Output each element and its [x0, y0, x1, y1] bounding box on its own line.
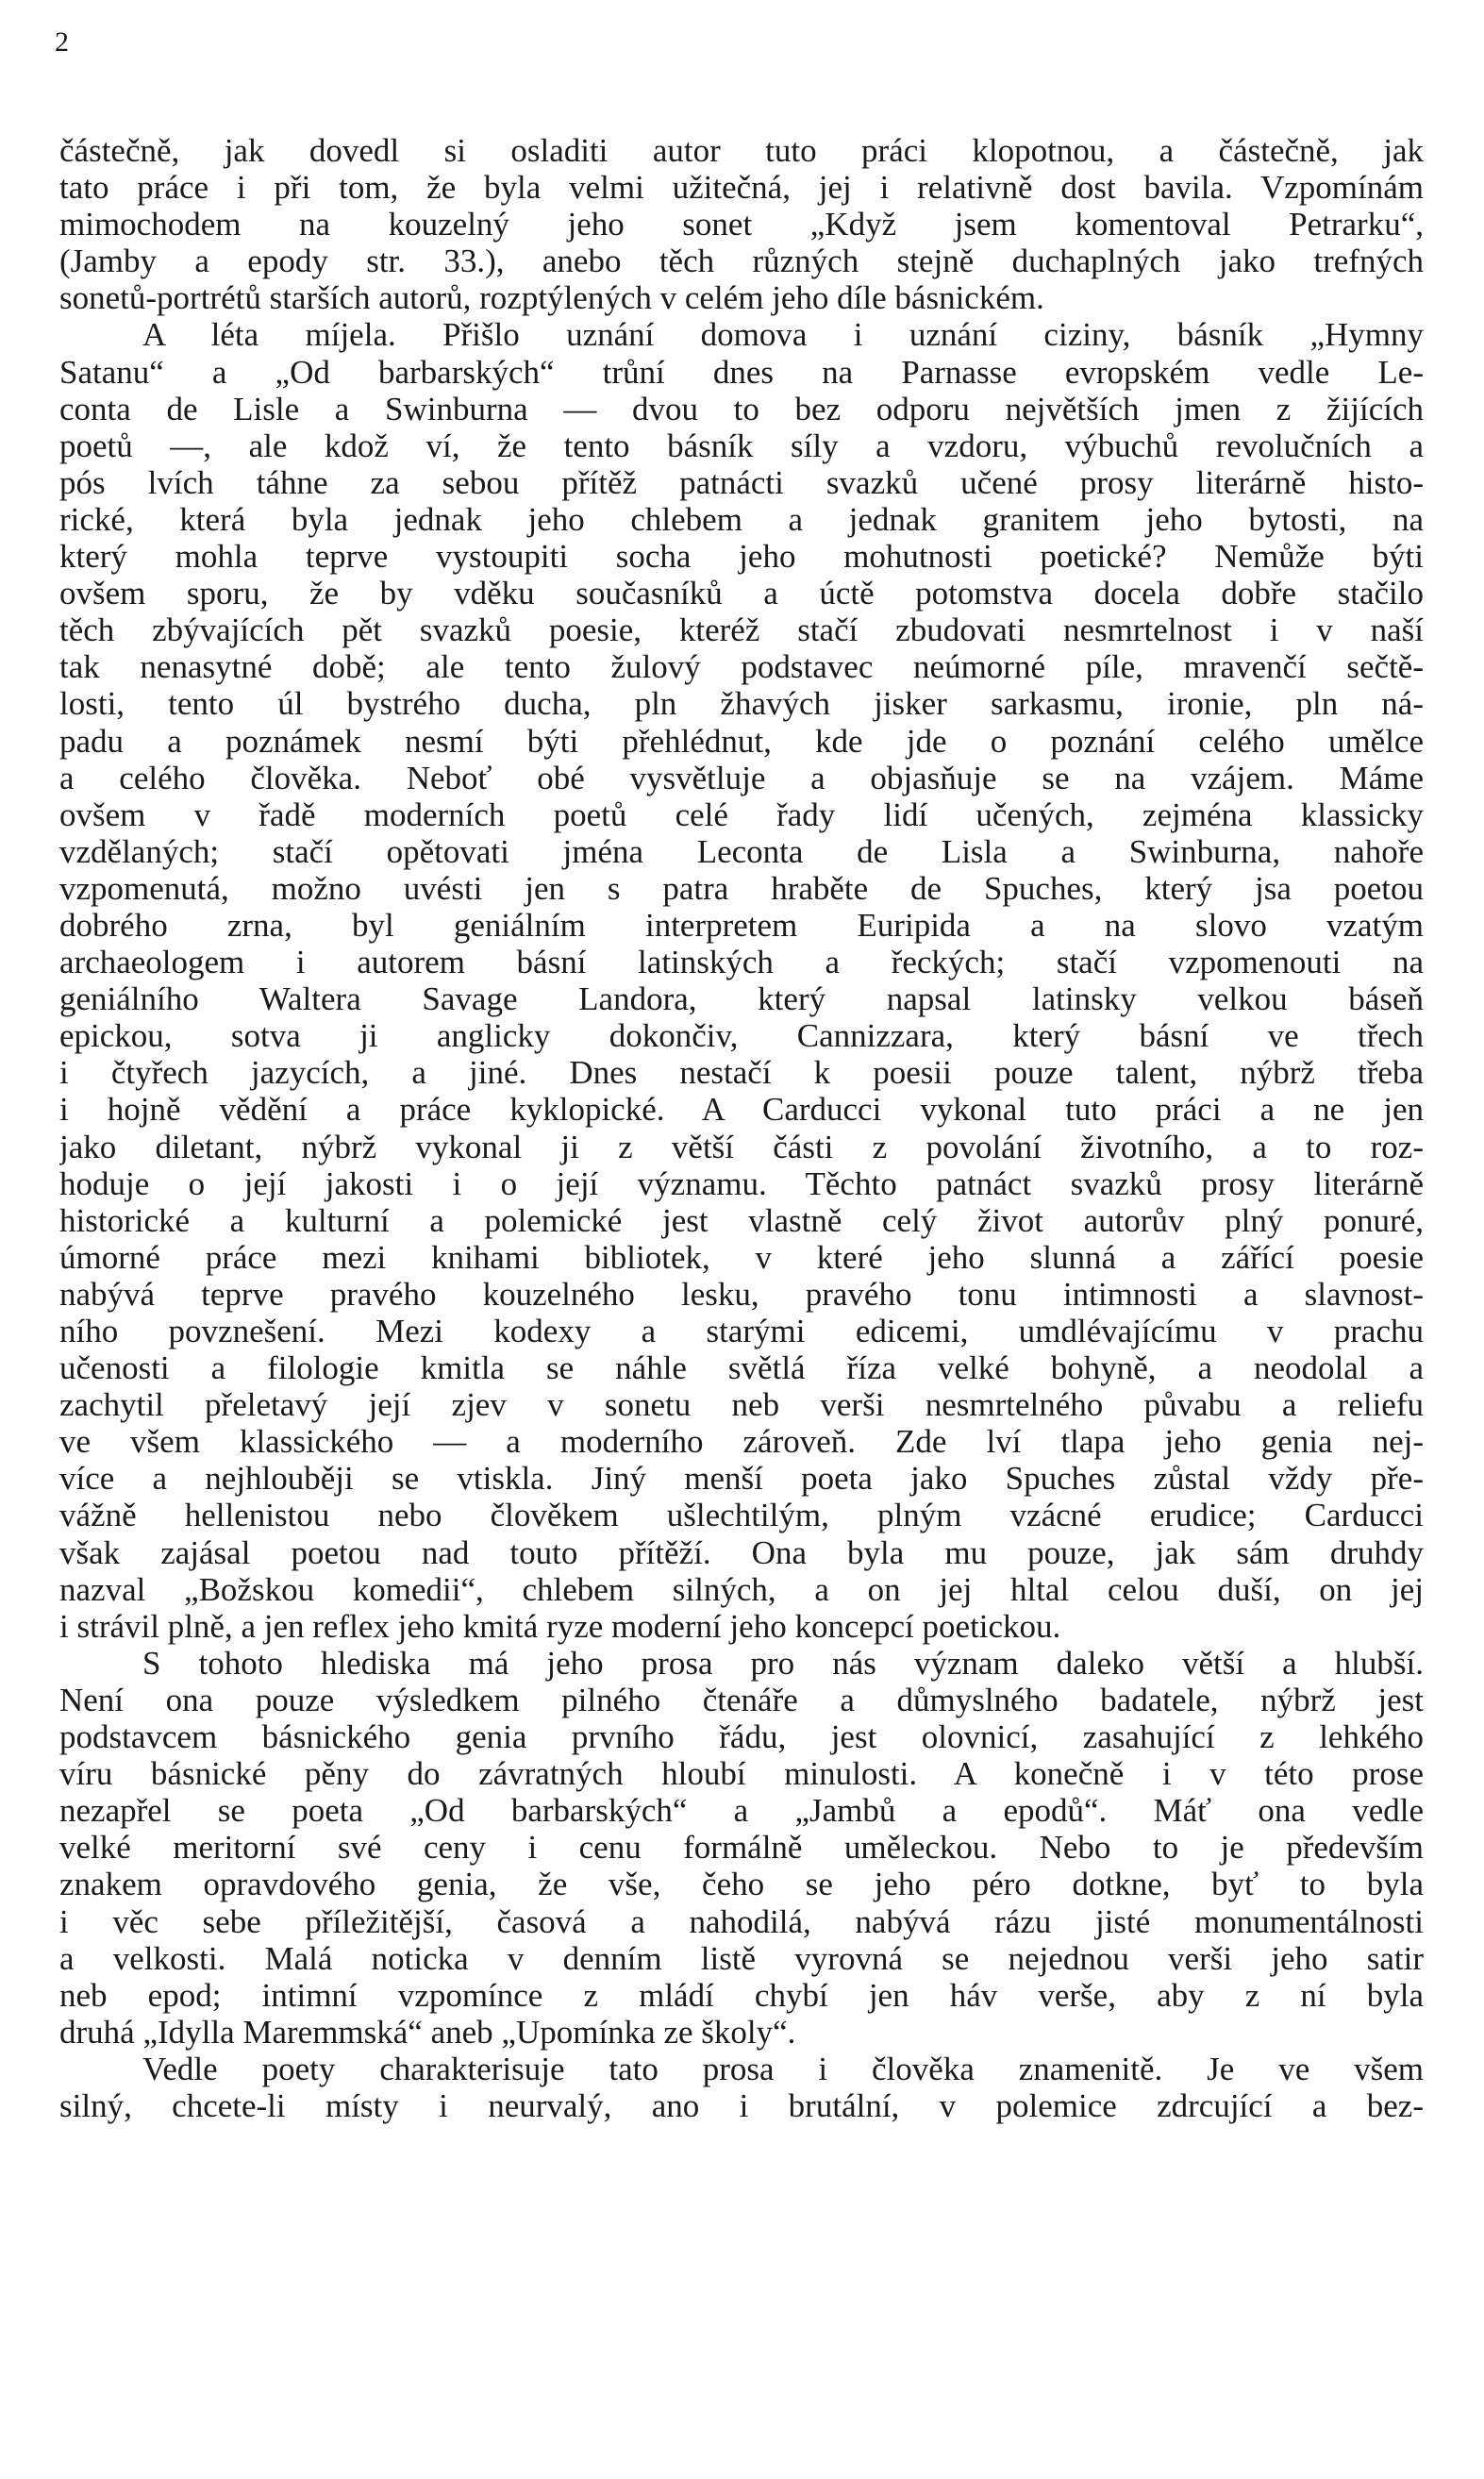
text-line: znakem opravdového genia, že vše, čeho se jeho péro dotkne, byť to byla: [59, 1866, 1424, 1903]
text-line: historické a kulturní a polemické jest vlastně celý život autorův plný ponuré,: [59, 1201, 1424, 1239]
text-line: sonetů-portrétů starších autorů, rozptýlených v celém jeho díle básnickém.: [59, 279, 1044, 317]
text-line: Není ona pouze výsledkem pilného čtenáře a důmyslného badatele, nýbrž jest: [59, 1681, 1424, 1718]
text-line: těch zbývajících pět svazků poesie, kteréž stačí zbudovati nesmrtelnost i v naší: [59, 611, 1424, 649]
text-line: vážně hellenistou nebo člověkem ušlechtilým, plným vzácné erudice; Carducci: [59, 1497, 1424, 1534]
text-line: ve všem klassického — a moderního zároveň. Zde lví tlapa jeho genia nej-: [59, 1423, 1424, 1461]
text-line: tato práce i při tom, že byla velmi užitečná, jej i relativně dost bavila. Vzpomínám: [59, 169, 1424, 207]
page-number: 2: [55, 26, 69, 58]
text-line: však zajásal poetou nad touto přítěží. Ona byla mu pouze, jak sám druhdy: [59, 1533, 1424, 1571]
text-line: losti, tento úl bystrého ducha, pln žhavých jisker sarkasmu, ironie, pln ná-: [59, 685, 1424, 723]
text-line: druhá „Idylla Maremmská“ aneb „Upomínka ze školy“.: [59, 2013, 796, 2051]
text-line: zachytil přeletavý její zjev v sonetu neb verši nesmrtelného půvabu a reliefu: [59, 1386, 1424, 1424]
text-line: i hojně vědění a práce kyklopické. A Carducci vykonal tuto práci a ne jen: [59, 1091, 1424, 1129]
text-line: vzdělaných; stačí opětovati jména Leconta de Lisla a Swinburna, nahoře: [59, 832, 1424, 870]
text-line: velké meritorní své ceny i cenu formálně uměleckou. Nebo to je především: [59, 1829, 1424, 1867]
text-line: silný, chcete-li místy i neurvalý, ano i brutální, v polemice zdrcující a bez-: [59, 2086, 1424, 2124]
text-line: poetů —, ale kdož ví, že tento básník síly a vzdoru, výbuchů revolučních a: [59, 427, 1424, 464]
text-line: vzpomenutá, možno uvésti jen s patra hraběte de Spuches, který jsa poetou: [59, 869, 1424, 907]
text-line: conta de Lisle a Swinburna — dvou to bez odporu největších jmen z žijících: [59, 390, 1424, 427]
text-line: i strávil plně, a jen reflex jeho kmitá ryze moderní jeho koncepcí poetickou.: [59, 1607, 1061, 1645]
text-line: neb epod; intimní vzpomínce z mládí chybí jen háv verše, aby z ní byla: [59, 1976, 1424, 2014]
text-line: učenosti a filologie kmitla se náhle světlá říza velké bohyně, a neodolal a: [59, 1349, 1424, 1387]
text-line: víru básnické pěny do závratných hloubí minulosti. A konečně i v této prose: [59, 1755, 1424, 1793]
text-line: rické, která byla jednak jeho chlebem a jednak granitem jeho bytosti, na: [59, 500, 1424, 538]
text-line: ovšem v řadě moderních poetů celé řady lidí učených, zejména klassicky: [59, 796, 1424, 833]
text-line: a celého člověka. Neboť obé vysvětluje a objasňuje se na vzájem. Máme: [59, 759, 1424, 796]
text-line: epickou, sotva ji anglicky dokončiv, Cannizzara, který básní ve třech: [59, 1017, 1424, 1055]
text-line: Vedle poety charakterisuje tato prosa i člověka znamenitě. Je ve všem: [142, 2050, 1424, 2087]
text-line: hoduje o její jakosti i o její významu. Těchto patnáct svazků prosy literárně: [59, 1164, 1424, 1202]
text-line: pós lvích táhne za sebou přítěž patnácti svazků učené prosy literárně histo-: [59, 463, 1424, 501]
text-line: úmorné práce mezi knihami bibliotek, v které jeho slunná a zářící poesie: [59, 1238, 1424, 1276]
text-line: (Jamby a epody str. 33.), anebo těch různých stejně duchaplných jako trefných: [59, 243, 1424, 280]
text-line: i čtyřech jazycích, a jiné. Dnes nestačí k poesii pouze talent, nýbrž třeba: [59, 1054, 1424, 1092]
text-line: a velkosti. Malá noticka v denním listě vyrovná se nejednou verši jeho satir: [59, 1939, 1424, 1977]
text-line: ovšem sporu, že by vděku současníků a úctě potomstva docela dobře stačilo: [59, 575, 1424, 612]
text-line: geniálního Waltera Savage Landora, který napsal latinsky velkou báseň: [59, 980, 1424, 1018]
text-line: mimochodem na kouzelný jeho sonet „Když jsem komentoval Petrarku“,: [59, 206, 1424, 243]
text-line: i věc sebe příležitější, časová a nahodilá, nabývá rázu jisté monumentálnosti: [59, 1902, 1424, 1940]
text-line: padu a poznámek nesmí býti přehlédnut, kde jde o poznání celého umělce: [59, 722, 1424, 760]
text-line: nabývá teprve pravého kouzelného lesku, pravého tonu intimnosti a slavnost-: [59, 1275, 1424, 1313]
text-line: částečně, jak dovedl si osladiti autor tuto práci klopotnou, a částečně, jak: [59, 132, 1424, 169]
text-line: více a nejhlouběji se vtiskla. Jiný menší poeta jako Spuches zůstal vždy pře-: [59, 1460, 1424, 1498]
text-line: dobrého zrna, byl geniálním interpretem Euripida a na slovo vzatým: [59, 906, 1424, 944]
text-line: Satanu“ a „Od barbarských“ trůní dnes na Parnasse evropském vedle Le-: [59, 353, 1424, 391]
text-line: nazval „Božskou komedii“, chlebem silných, a on jej hltal celou duší, on jej: [59, 1570, 1424, 1608]
text-line: který mohla teprve vystoupiti socha jeho mohutnosti poetické? Nemůže býti: [59, 538, 1424, 576]
text-line: nezapřel se poeta „Od barbarských“ a „Jambů a epodů“. Máť ona vedle: [59, 1792, 1424, 1830]
text-line: archaeologem i autorem básní latinských a řeckých; stačí vzpomenouti na: [59, 944, 1424, 981]
text-line: ního povznešení. Mezi kodexy a starými edicemi, umdlévajícímu v prachu: [59, 1313, 1424, 1349]
text-line: A léta míjela. Přišlo uznání domova i uznání ciziny, básník „Hymny: [142, 316, 1424, 354]
text-line: jako diletant, nýbrž vykonal ji z větší části z povolání životního, a to roz-: [59, 1128, 1424, 1165]
body-text: [59, 132, 1424, 2124]
text-line: podstavcem básnického genia prvního řádu, jest olovnicí, zasahující z lehkého: [59, 1718, 1424, 1756]
text-line: tak nenasytné době; ale tento žulový podstavec neúmorné píle, mravenčí sečtě-: [59, 648, 1424, 686]
text-line: S tohoto hlediska má jeho prosa pro nás význam daleko větší a hlubší.: [142, 1644, 1424, 1682]
